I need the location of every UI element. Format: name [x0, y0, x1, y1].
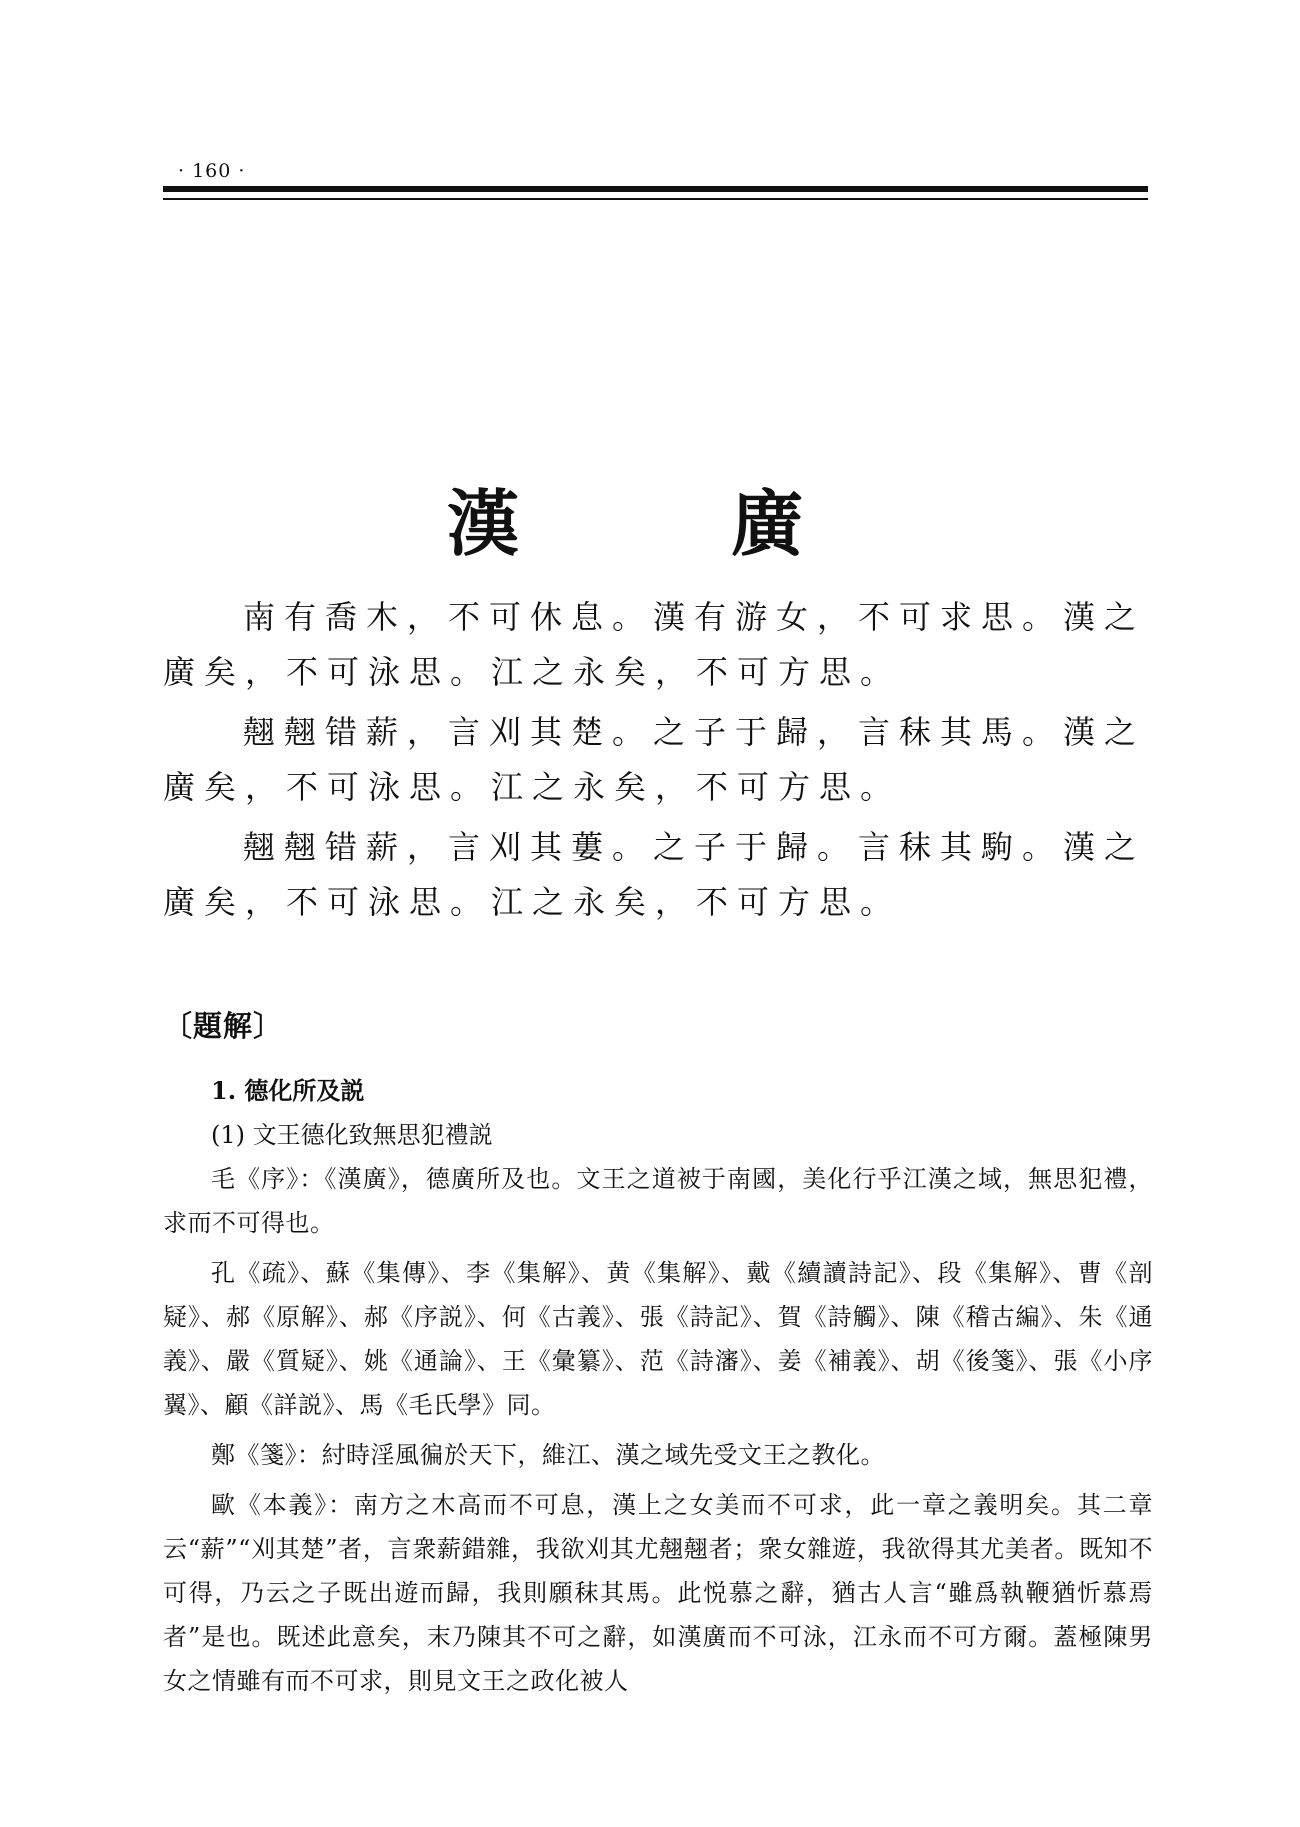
page-number: · 160 · [178, 160, 246, 182]
commentary-paragraph: 毛《序》：《漢廣》，德廣所及也。文王之道被于南國，美化行乎江漢之域，無思犯禮，求而不可得也。 [163, 1165, 1153, 1237]
subheading-1: 1. 德化所及説 [211, 1076, 365, 1105]
commentary-section [163, 1004, 1153, 1709]
header-rule-thick [163, 186, 1148, 192]
poem-body [163, 590, 1153, 935]
commentary-paragraph: 孔《疏》、蘇《集傳》、李《集解》、黄《集解》、戴《續讀詩記》、段《集解》、曹《剖疑》、郝《原解》、郝《序説》、何《古義》、張《詩記》、賀《詩觸》、陳《稽古編》、朱《通義》、嚴《質疑》、姚《通論》、王《彙纂》、范《詩瀋》、姜《補義》、胡《後箋》、張《小序翼》、顧《詳説》、馬《毛氏學》同。 [163, 1259, 1153, 1419]
poem-stanza: 翹翹错薪，言刈其蔞。之子于歸。言秣其駒。漢之廣矣，不可泳思。江之永矣，不可方思。 [163, 828, 1146, 921]
poem-stanza: 南有喬木，不可休息。漢有游女，不可求思。漢之廣矣，不可泳思。江之永矣，不可方思。 [163, 598, 1146, 691]
poem-stanza: 翹翹错薪，言刈其楚。之子于歸，言秣其馬。漢之廣矣，不可泳思。江之永矣，不可方思。 [163, 713, 1146, 806]
commentary-paragraph: 歐《本義》：南方之木高而不可息，漢上之女美而不可求，此一章之義明矣。其二章云“薪”“刈其楚”者，言衆薪錯雜，我欲刈其尤翹翹者；衆女雜遊，我欲得其尤美者。既知不可得，乃云之子既出遊而歸，我則願秣其馬。此悦慕之辭，猶古人言“雖爲執鞭猶忻慕焉者”是也。既述此意矣，末乃陳其不可之辭，如漢廣而不可泳，江永而不可方爾。蓋極陳男女之情雖有而不可求，則見文王之政化被人 [163, 1491, 1153, 1695]
poem-title: 漢 廣 [446, 481, 873, 567]
subheading-1-1: (1) 文王德化致無思犯禮説 [211, 1121, 493, 1149]
section-heading: 〔題解〕 [163, 1009, 284, 1043]
header-rule-thin [163, 198, 1148, 200]
commentary-paragraph: 鄭《箋》：紂時淫風徧於天下，維江、漢之域先受文王之教化。 [211, 1441, 885, 1469]
